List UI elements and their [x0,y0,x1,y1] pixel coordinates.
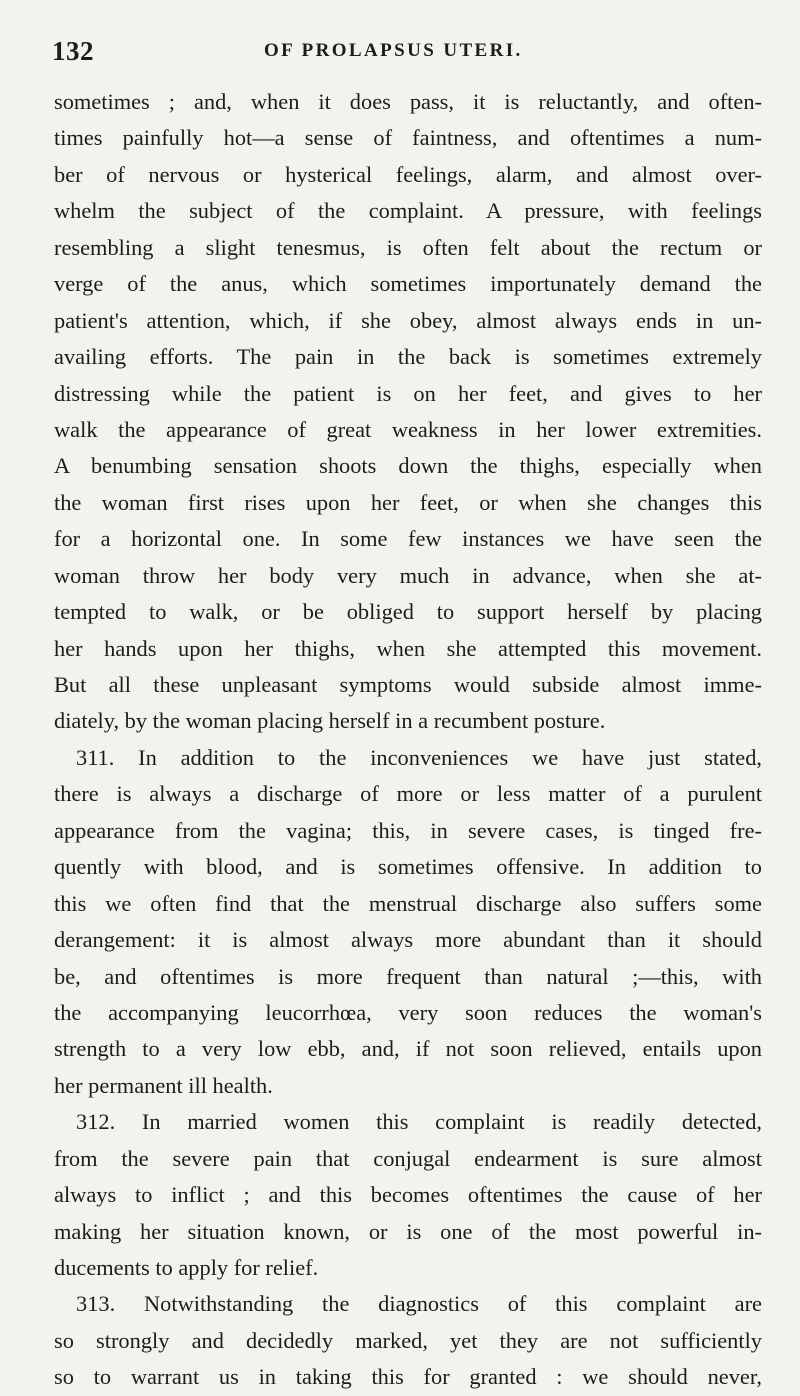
text-line: her hands upon her thighs, when she attempted this movement. [54,635,762,661]
text-line: there is always a discharge of more or less matter of a purulent [54,781,762,807]
text-line: times painfully hot—a sense of faintness, and oftentimes a num- [54,125,762,151]
text-line: whelm the subject of the complaint. A pressure, with feelings [54,198,762,224]
text-line: diately, by the woman placing herself in a recumbent posture. [54,708,606,734]
text-line: derangement: it is almost always more abundant than it should [54,927,762,953]
text-line: making her situation known, or is one of the most powerful in- [54,1218,762,1244]
text-line: so strongly and decidedly marked, yet they are not sufficiently [54,1327,762,1353]
text-line: walk the appearance of great weakness in her lower extremities. [54,416,762,442]
text-line: this we often find that the menstrual discharge also suffers some [54,890,762,916]
running-title: OF PROLAPSUS UTERI. [264,40,523,61]
text-line: so to warrant us in taking this for granted : we should never, [54,1364,762,1390]
text-line: A benumbing sensation shoots down the thighs, especially when [54,453,762,479]
paragraph-313-start: 313. Notwithstanding the diagnostics of this complaint are [76,1291,762,1317]
page-number: 132 [52,36,94,66]
text-line: tempted to walk, or be obliged to support herself by placing [54,599,762,625]
text-line: appearance from the vagina; this, in severe cases, is tinged fre- [54,817,762,843]
text-line: availing efforts. The pain in the back is sometimes extremely [54,344,762,370]
text-line: ducements to apply for relief. [54,1255,319,1280]
paragraph-312-start: 312. In married women this complaint is readily detected, [76,1109,762,1135]
text-line: the accompanying leucorrhœa, very soon reduces the woman's [54,999,762,1025]
running-header [52,36,752,66]
text-line: from the severe pain that conjugal endearment is sure almost [54,1145,762,1171]
text-line: patient's attention, which, if she obey, almost always ends in un- [54,307,762,333]
text-line: verge of the anus, which sometimes importunately demand the [54,271,762,297]
text-line: strength to a very low ebb, and, if not soon relieved, entails upon [54,1036,762,1062]
text-line: ber of nervous or hysterical feelings, alarm, and almost over- [54,161,762,187]
text-line: the woman first rises upon her feet, or when she changes this [54,489,762,515]
text-line: resembling a slight tenesmus, is often felt about the rectum or [54,234,762,260]
text-line: But all these unpleasant symptoms would subside almost imme- [54,672,762,697]
text-line: sometimes ; and, when it does pass, it is reluctantly, and often- [54,89,762,114]
text-line: distressing while the patient is on her feet, and gives to her [54,380,762,406]
text-line: always to inflict ; and this becomes oftentimes the cause of her [54,1182,762,1208]
text-line: her permanent ill health. [54,1072,273,1098]
text-line: quently with blood, and is sometimes offensive. In addition to [54,854,762,880]
paragraph-311-start: 311. In addition to the inconveniences we have just stated, [76,744,762,770]
text-line: woman throw her body very much in advance, when she at- [54,562,762,588]
body-text [54,84,762,1396]
text-line: for a horizontal one. In some few instances we have seen the [54,526,762,552]
text-line: be, and oftentimes is more frequent than natural ;—this, with [54,963,762,989]
